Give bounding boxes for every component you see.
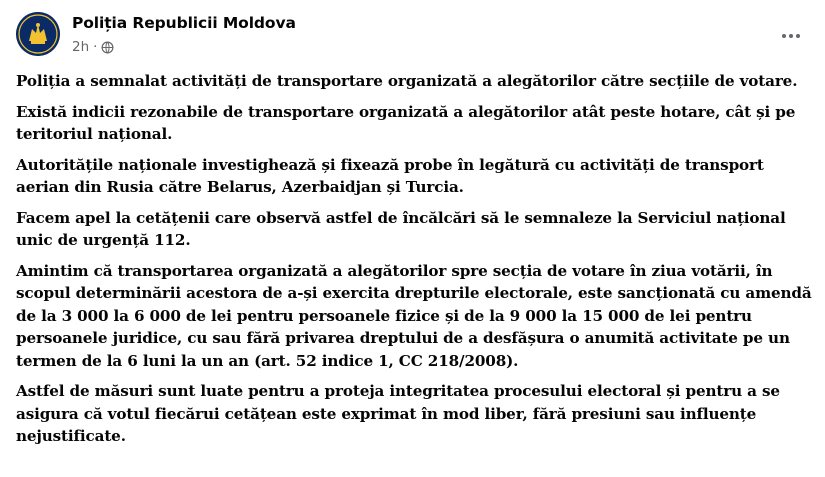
page-avatar[interactable] (16, 12, 60, 56)
post-paragraph: Facem apel la cetățenii care observă astfel de încălcări să le semnaleze la Serviciul național unic de urgență 112. (16, 208, 786, 249)
police-emblem-icon (16, 12, 60, 56)
more-options-icon (782, 34, 800, 38)
more-options-button[interactable] (775, 20, 807, 52)
post-paragraph: Poliția a semnalat activități de transportare organizată a alegătorilor către secțiile de votare. (16, 72, 798, 90)
post-paragraph: Există indicii rezonabile de transportare organizată a alegătorilor atât peste hotare, cât și pe teritoriul național. (16, 102, 796, 143)
post-meta (72, 39, 114, 55)
post-timestamp[interactable]: 2h (72, 39, 90, 55)
meta-separator: · (93, 39, 98, 55)
page-name-link[interactable]: Poliția Republicii Moldova (72, 14, 296, 32)
post-paragraph: Autoritățile naționale investighează și fixează probe în legătură cu activități de transport aerian din Rusia către Belarus, Azerbaidjan și Turcia. (16, 155, 764, 196)
globe-icon[interactable] (101, 41, 114, 54)
post-paragraph: Astfel de măsuri sunt luate pentru a proteja integritatea procesului electoral și pentru a se asigura că votul fiecărui cetățean este exprimat în mod liber, fără presiuni sau influențe nejustificate. (16, 382, 780, 445)
post-header (16, 12, 809, 60)
post-paragraph: Amintim că transportarea organizată a alegătorilor spre secția de votare în ziua votării, în scopul determinării acestora de a-și exercita drepturile electorale, este sancționată cu amendă de la 3 000 la 6 000 de lei pentru persoanele fizice și de la 9 000 la 15 000 de lei pentru persoanele juridice, cu sau fără privarea dreptului de a desfășura o anumită activitate pe un termen de la 6 luni la un an (art. 52 indice 1, CC 218/2008). (16, 261, 812, 370)
post-message (16, 70, 816, 456)
